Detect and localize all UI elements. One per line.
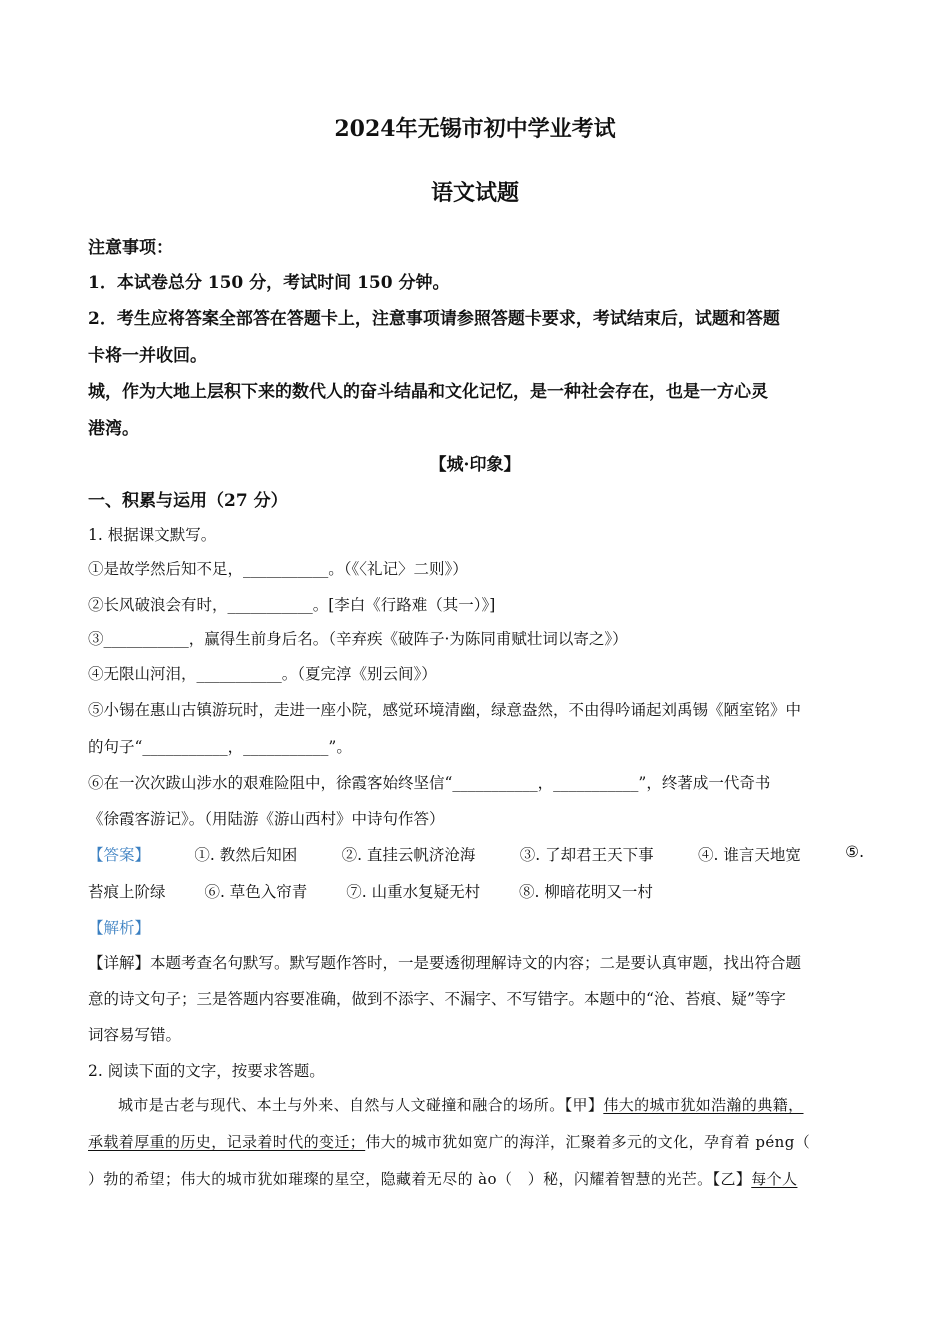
- q1-item-4: ④无限山河泪，___________。（夏完淳《别云间》）: [88, 665, 437, 683]
- answer-item: ⑤.: [845, 843, 864, 861]
- q1-item-5-line-1: ⑤小锡在惠山古镇游玩时，走进一座小院，感觉环境清幽，绿意盎然，不由得吟诵起刘禹锡《陋室铭》中: [88, 701, 802, 719]
- answer-item: ②. 直挂云帆济沧海: [341, 846, 476, 864]
- passage-text: 城市是古老与现代、本土与外来、自然与人文碰撞和融合的场所。【甲】: [118, 1096, 604, 1114]
- q1-answer-line-2: [88, 880, 864, 902]
- intro-line-2: 港湾。: [88, 419, 139, 439]
- analysis-line-3: 词容易写错。: [88, 1026, 182, 1044]
- notice-item-2-line-1: 2．考生应将答案全部答在答题卡上，注意事项请参照答题卡要求，考试结束后，试题和答题: [88, 309, 780, 329]
- q2-stem: 2. 阅读下面的文字，按要求答题。: [88, 1062, 325, 1080]
- exam-subtitle: 语文试题: [430, 180, 519, 206]
- passage-underlined-text: 承载着厚重的历史，记录着时代的变迁；: [88, 1133, 366, 1151]
- answer-item: ⑦. 山重水复疑无村: [346, 883, 481, 901]
- passage-line-1: [118, 1094, 864, 1115]
- analysis-label: 【解析】: [88, 919, 151, 937]
- intro-line-1: 城，作为大地上层积下来的数代人的奋斗结晶和文化记忆，是一种社会存在，也是一方心灵: [88, 382, 768, 402]
- q1-stem: 1. 根据课文默写。: [88, 526, 217, 544]
- answer-item: ④. 谁言天地宽: [697, 846, 801, 864]
- analysis-line-1: 【详解】本题考查名句默写。默写题作答时，一是要透彻理解诗文的内容；二是要认真审题，找出符合题: [88, 954, 802, 972]
- exam-title: 2024年无锡市初中学业考试: [334, 116, 616, 142]
- answer-item: ⑥. 草色入帘青: [204, 883, 308, 901]
- answer-item: ⑧. 柳暗花明又一村: [519, 883, 653, 901]
- q1-item-6-line-2: 《徐霞客游记》。（用陆游《游山西村》中诗句作答）: [88, 810, 445, 828]
- notice-item-2-line-2: 卡将一并收回。: [88, 346, 207, 366]
- part1-title: 一、积累与运用（27 分）: [88, 491, 288, 511]
- analysis-line-2: 意的诗文句子；三是答题内容要准确，做到不添字、不漏字、不写错字。本题中的“沧、苔痕、疑”等字: [88, 990, 786, 1008]
- notice-heading: 注意事项：: [88, 238, 173, 258]
- q1-answer-line-1: [88, 843, 864, 865]
- answer-item: ①. 教然后知困: [194, 846, 298, 864]
- answer-label: 【答案】: [88, 846, 151, 864]
- passage-text: 伟大的城市犹如宽广的海洋，汇聚着多元的文化，孕育着 péng（: [365, 1133, 811, 1151]
- q1-item-3: ③___________，赢得生前身后名。（辛弃疾《破阵子·为陈同甫赋壮词以寄之》）: [88, 630, 628, 648]
- passage-line-3: [88, 1168, 864, 1189]
- answer-item: 苔痕上阶绿: [88, 883, 166, 901]
- section-title: 【城·印象】: [429, 455, 521, 475]
- q1-item-6-line-1: ⑥在一次次跋山涉水的艰难险阻中，徐霞客始终坚信“___________，___________”，终著成一代奇书: [88, 774, 771, 792]
- q1-item-2: ②长风破浪会有时，___________。[李白《行路难（其一）》]: [88, 596, 496, 614]
- answer-item: ③. 了却君王天下事: [519, 846, 654, 864]
- passage-underlined-text: 每个人: [751, 1170, 798, 1188]
- passage-line-2: [88, 1131, 864, 1152]
- q1-item-1: ①是故学然后知不足，___________。（《〈礼记〉二则》）: [88, 560, 468, 578]
- notice-item-1: 1．本试卷总分 150 分，考试时间 150 分钟。: [88, 273, 450, 293]
- passage-text: ）勃的希望；伟大的城市犹如璀璨的星空，隐藏着无尽的 ào（ ）秘，闪耀着智慧的光芒。【乙】: [88, 1170, 752, 1188]
- q1-item-5-line-2: 的句子“___________，___________”。: [88, 738, 352, 756]
- passage-underlined-text: 伟大的城市犹如浩瀚的典籍，: [603, 1096, 804, 1114]
